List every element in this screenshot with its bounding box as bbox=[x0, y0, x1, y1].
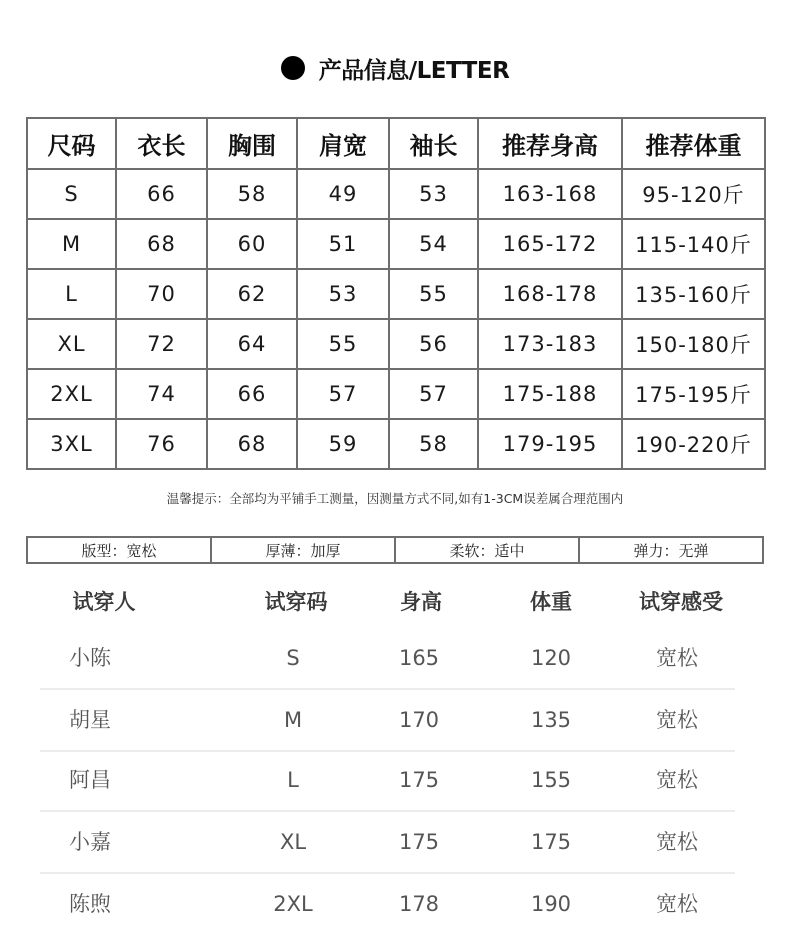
measurement-note: 温馨提示：全部均为平铺手工测量，因测量方式不同,如有1-3CM误差属合理范围内 bbox=[166, 491, 624, 506]
tryon-person: 胡星 bbox=[69, 708, 111, 732]
table-cell: 59 bbox=[297, 419, 389, 469]
attr-thickness: 厚薄：加厚 bbox=[212, 538, 396, 562]
table-cell: 179-195 bbox=[478, 419, 622, 469]
tryon-header-row bbox=[36, 586, 756, 620]
table-cell: 57 bbox=[297, 369, 389, 419]
tryon-size: XL bbox=[279, 830, 307, 854]
table-cell: 49 bbox=[297, 169, 389, 219]
page-title-row bbox=[0, 48, 790, 88]
page-title: 产品信息/LETTER bbox=[318, 57, 510, 84]
tryon-size: M bbox=[283, 708, 303, 732]
tryon-person: 阿昌 bbox=[69, 768, 111, 792]
table-cell: 95-120斤 bbox=[622, 169, 765, 219]
bullet-dot-icon bbox=[281, 56, 305, 80]
size-chart-table bbox=[26, 117, 766, 470]
header-size: 尺码 bbox=[27, 118, 116, 169]
table-cell: XL bbox=[27, 319, 116, 369]
table-cell: 175-195斤 bbox=[622, 369, 765, 419]
tryon-height: 178 bbox=[398, 892, 440, 916]
table-cell: S bbox=[27, 169, 116, 219]
table-cell: 58 bbox=[207, 169, 297, 219]
table-cell: 74 bbox=[116, 369, 207, 419]
table-cell: 58 bbox=[389, 419, 478, 469]
header-length: 衣长 bbox=[116, 118, 207, 169]
tryon-size: L bbox=[287, 768, 299, 792]
attr-softness: 柔软：适中 bbox=[396, 538, 580, 562]
tryon-feel: 宽松 bbox=[656, 768, 698, 792]
size-table-header-row bbox=[27, 118, 765, 169]
tryon-weight: 175 bbox=[530, 830, 572, 854]
table-cell: 173-183 bbox=[478, 319, 622, 369]
tryon-height: 165 bbox=[398, 646, 440, 670]
table-cell: 76 bbox=[116, 419, 207, 469]
header-shoulder: 肩宽 bbox=[297, 118, 389, 169]
table-row bbox=[27, 219, 765, 269]
tryon-person: 小嘉 bbox=[69, 830, 111, 854]
table-cell: 163-168 bbox=[478, 169, 622, 219]
header-sleeve: 袖长 bbox=[389, 118, 478, 169]
tryon-height: 175 bbox=[398, 768, 440, 792]
table-cell: 66 bbox=[116, 169, 207, 219]
table-cell: 68 bbox=[116, 219, 207, 269]
tryon-header-size: 试穿码 bbox=[264, 590, 328, 614]
header-rec-height: 推荐身高 bbox=[478, 118, 622, 169]
tryon-height: 175 bbox=[398, 830, 440, 854]
tryon-weight: 155 bbox=[530, 768, 572, 792]
table-cell: 51 bbox=[297, 219, 389, 269]
table-cell: 70 bbox=[116, 269, 207, 319]
table-cell: 135-160斤 bbox=[622, 269, 765, 319]
table-cell: 150-180斤 bbox=[622, 319, 765, 369]
table-cell: 56 bbox=[389, 319, 478, 369]
table-cell: 165-172 bbox=[478, 219, 622, 269]
table-cell: 168-178 bbox=[478, 269, 622, 319]
table-cell: 60 bbox=[207, 219, 297, 269]
table-row bbox=[27, 269, 765, 319]
table-cell: 62 bbox=[207, 269, 297, 319]
table-cell: L bbox=[27, 269, 116, 319]
tryon-weight: 135 bbox=[530, 708, 572, 732]
table-cell: M bbox=[27, 219, 116, 269]
tryon-height: 170 bbox=[398, 708, 440, 732]
table-cell: 55 bbox=[389, 269, 478, 319]
table-cell: 175-188 bbox=[478, 369, 622, 419]
tryon-header-feel: 试穿感受 bbox=[639, 590, 723, 614]
table-row bbox=[27, 319, 765, 369]
table-cell: 115-140斤 bbox=[622, 219, 765, 269]
header-chest: 胸围 bbox=[207, 118, 297, 169]
table-cell: 3XL bbox=[27, 419, 116, 469]
table-cell: 57 bbox=[389, 369, 478, 419]
table-cell: 2XL bbox=[27, 369, 116, 419]
tryon-person: 陈煦 bbox=[69, 892, 111, 916]
tryon-size: S bbox=[286, 646, 300, 670]
list-item bbox=[40, 874, 735, 934]
attr-fit: 版型：宽松 bbox=[28, 538, 212, 562]
table-cell: 54 bbox=[389, 219, 478, 269]
tryon-weight: 190 bbox=[530, 892, 572, 916]
table-row bbox=[27, 369, 765, 419]
table-row bbox=[27, 419, 765, 469]
header-rec-weight: 推荐体重 bbox=[622, 118, 765, 169]
tryon-header-weight: 体重 bbox=[530, 590, 572, 614]
attr-elasticity: 弹力：无弹 bbox=[633, 541, 709, 560]
list-item bbox=[40, 750, 735, 812]
table-cell: 64 bbox=[207, 319, 297, 369]
list-item bbox=[40, 690, 735, 752]
table-cell: 72 bbox=[116, 319, 207, 369]
table-cell: 68 bbox=[207, 419, 297, 469]
table-cell: 190-220斤 bbox=[622, 419, 765, 469]
tryon-feel: 宽松 bbox=[656, 892, 698, 916]
table-cell: 53 bbox=[389, 169, 478, 219]
table-cell: 53 bbox=[297, 269, 389, 319]
tryon-feel: 宽松 bbox=[656, 646, 698, 670]
tryon-header-person: 试穿人 bbox=[72, 590, 136, 614]
table-row bbox=[27, 169, 765, 219]
table-cell: 66 bbox=[207, 369, 297, 419]
tryon-size: 2XL bbox=[273, 892, 313, 916]
tryon-person: 小陈 bbox=[69, 646, 111, 670]
tryon-weight: 120 bbox=[530, 646, 572, 670]
tryon-feel: 宽松 bbox=[656, 830, 698, 854]
table-cell: 55 bbox=[297, 319, 389, 369]
list-item bbox=[40, 812, 735, 874]
list-item bbox=[40, 628, 735, 690]
tryon-feel: 宽松 bbox=[656, 708, 698, 732]
fabric-attributes-bar bbox=[26, 536, 764, 564]
tryon-header-height: 身高 bbox=[400, 590, 442, 614]
